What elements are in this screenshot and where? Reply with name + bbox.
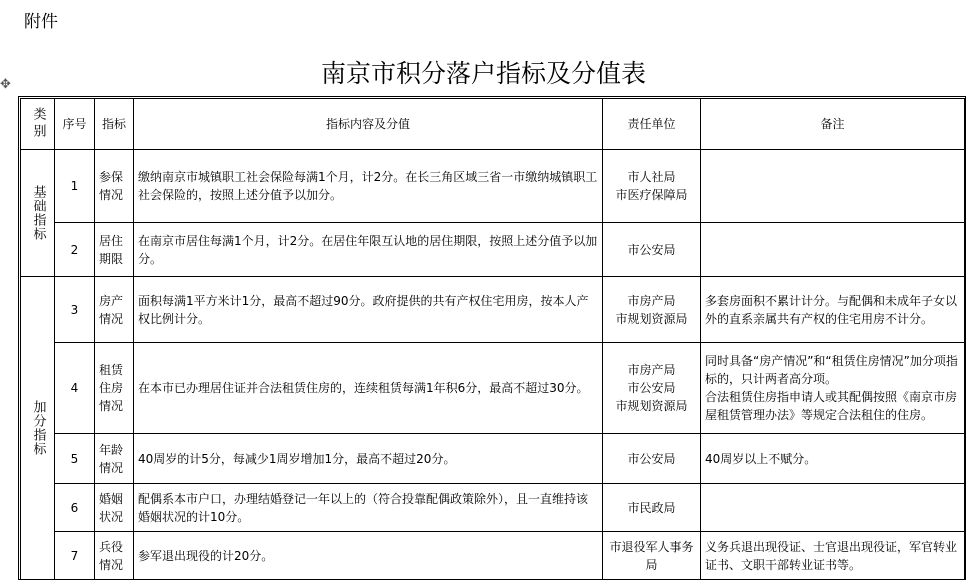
row-seq: 2: [55, 223, 95, 277]
category-basic: 基础指标: [21, 150, 55, 277]
row-content: 40周岁的计5分，每减少1周岁增加1分，最高不超过20分。: [134, 434, 603, 484]
table-row: [21, 484, 965, 532]
row-seq: 7: [55, 532, 95, 580]
row-indicator: 租赁住房情况: [95, 343, 134, 434]
row-indicator: 参保情况: [95, 150, 134, 223]
row-unit: 市人社局 市医疗保障局: [603, 150, 701, 223]
score-table: [20, 98, 965, 580]
table-row: [21, 434, 965, 484]
row-seq: 3: [55, 277, 95, 343]
header-content: 指标内容及分值: [134, 99, 603, 150]
header-category: 类别: [21, 99, 55, 150]
row-unit: 市公安局: [603, 223, 701, 277]
page-title: 南京市积分落户指标及分值表: [320, 59, 646, 88]
attachment-label: 附件: [24, 12, 58, 32]
table-move-handle-icon[interactable]: ✥: [0, 77, 11, 92]
row-content: 配偶系本市户口，办理结婚登记一年以上的（符合投靠配偶政策除外），且一直维持该婚姻状况的计10分。: [134, 484, 603, 532]
table-row: [21, 532, 965, 580]
row-note: [701, 484, 965, 532]
row-seq: 1: [55, 150, 95, 223]
row-indicator: 婚姻状况: [95, 484, 134, 532]
category-extra: 加分指标: [21, 277, 55, 580]
header-note: 备注: [701, 99, 965, 150]
row-seq: 6: [55, 484, 95, 532]
row-unit: 市房产局 市公安局 市规划资源局: [603, 343, 701, 434]
row-seq: 4: [55, 343, 95, 434]
row-unit: 市房产局 市规划资源局: [603, 277, 701, 343]
header-seq: 序号: [55, 99, 95, 150]
row-note: 义务兵退出现役证、士官退出现役证，军官转业证书、文职干部转业证书等。: [701, 532, 965, 580]
row-indicator: 兵役情况: [95, 532, 134, 580]
row-note: 同时具备“房产情况”和“租赁住房情况”加分项指标的，只计两者高分项。 合法租赁住房指申请人或其配偶按照《南京市房屋租赁管理办法》等规定合法租住的住房。: [701, 343, 965, 434]
row-indicator: 年龄情况: [95, 434, 134, 484]
row-content: 在南京市居住每满1个月，计2分。在居住年限互认地的居住期限，按照上述分值予以加分。: [134, 223, 603, 277]
row-content: 缴纳南京市城镇职工社会保险每满1个月，计2分。在长三角区域三省一市缴纳城镇职工社会保险的，按照上述分值予以加分。: [134, 150, 603, 223]
row-indicator: 居住期限: [95, 223, 134, 277]
row-seq: 5: [55, 434, 95, 484]
row-indicator: 房产情况: [95, 277, 134, 343]
row-note: 40周岁以上不赋分。: [701, 434, 965, 484]
row-note: [701, 150, 965, 223]
table-header-row: [21, 99, 965, 150]
row-unit: 市公安局: [603, 434, 701, 484]
row-note: 多套房面积不累计计分。与配偶和未成年子女以外的直系亲属共有产权的住宅用房不计分。: [701, 277, 965, 343]
row-unit: 市退役军人事务局: [603, 532, 701, 580]
table-row: [21, 343, 965, 434]
row-note: [701, 223, 965, 277]
table-row: [21, 150, 965, 223]
row-content: 在本市已办理居住证并合法租赁住房的，连续租赁每满1年积6分，最高不超过30分。: [134, 343, 603, 434]
table-row: [21, 277, 965, 343]
header-indicator: 指标: [95, 99, 134, 150]
row-unit: 市民政局: [603, 484, 701, 532]
table-row: [21, 223, 965, 277]
row-content: 面积每满1平方米计1分，最高不超过90分。政府提供的共有产权住宅用房，按本人产权比例计分。: [134, 277, 603, 343]
header-unit: 责任单位: [603, 99, 701, 150]
row-content: 参军退出现役的计20分。: [134, 532, 603, 580]
